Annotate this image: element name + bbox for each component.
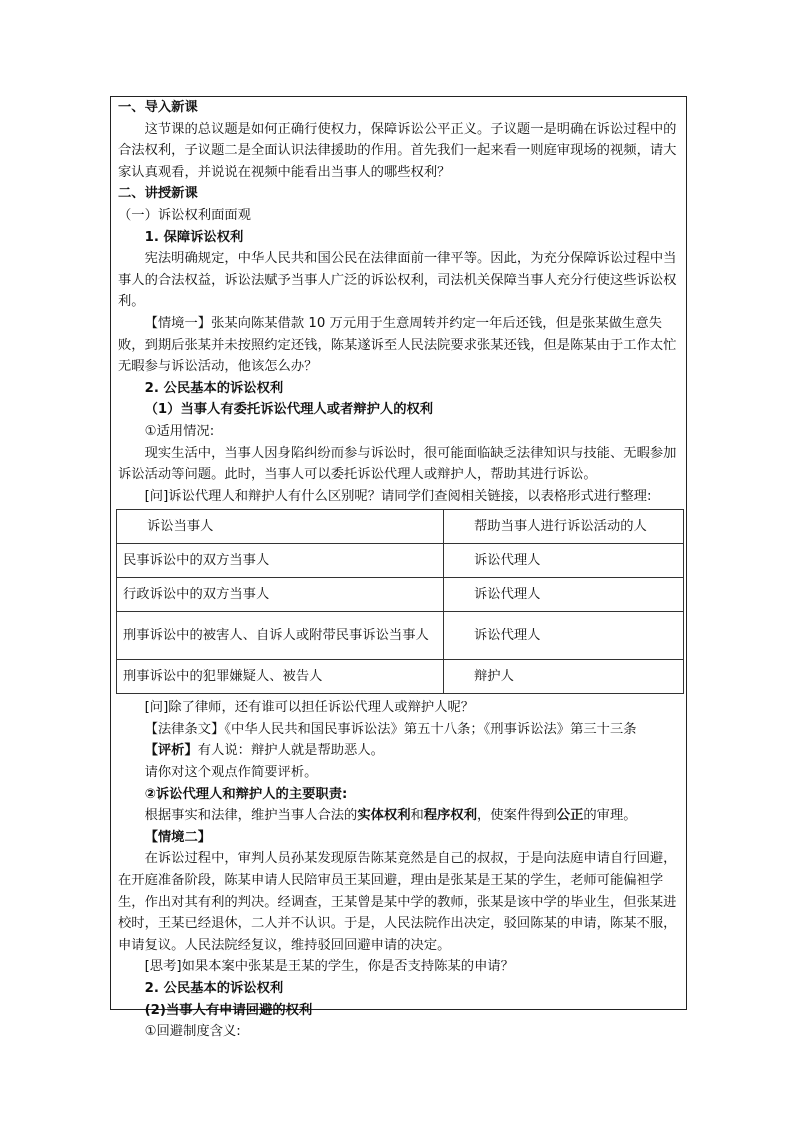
table-header-cell: 帮助当事人进行诉讼活动的人 <box>444 510 684 544</box>
table-cell: 行政诉讼中的双方当事人 <box>117 578 444 612</box>
table-cell: 诉讼代理人 <box>444 544 684 578</box>
subheading-duties: ②诉讼代理人和辩护人的主要职责: <box>144 786 348 802</box>
section-heading-intro: 一、导入新课 <box>118 100 198 115</box>
paragraph-duties <box>118 805 682 827</box>
duties-text-4: 的审理。 <box>583 808 637 824</box>
table-cell: 诉讼代理人 <box>444 612 684 660</box>
duties-text-2: 和 <box>410 808 424 824</box>
subheading-rights-overview: （一）诉讼权利面面观 <box>118 207 251 223</box>
table-cell: 刑事诉讼中的被害人、自诉人或附带民事诉讼当事人 <box>117 612 444 660</box>
table-cell: 民事诉讼中的双方当事人 <box>117 544 444 578</box>
label-recusal-meaning: ①回避制度含义: <box>144 1024 241 1040</box>
table-row <box>117 612 684 660</box>
table-cell: 诉讼代理人 <box>444 578 684 612</box>
section-heading-teaching: 二、讲授新课 <box>118 186 198 202</box>
duties-substantive: 实体权利 <box>357 808 411 824</box>
comparison-table <box>116 509 684 694</box>
table-cell: 刑事诉讼中的犯罪嫌疑人、被告人 <box>117 660 444 694</box>
paragraph-scenario-one: 【情境一】张某向陈某借款 10 万元用于生意周转并约定一年后还钱，但是张某做生意失败，到期后张某并未按照约定还钱，陈某遂诉至人民法院要求张某还钱，但是陈某由于工作太忙无暇参与诉讼活动，他该怎么办？ <box>118 315 677 375</box>
table-cell: 辩护人 <box>444 660 684 694</box>
subheading-protect-rights: 1. 保障诉讼权利 <box>144 229 244 245</box>
subheading-basic-rights: 2. 公民基本的诉讼权利 <box>144 380 284 396</box>
duties-text-3: ，使案件得到 <box>477 808 557 824</box>
comment-label: 【评析】 <box>144 743 198 759</box>
label-applicable-situation: ①适用情况: <box>144 423 215 439</box>
paragraph-intro: 这节课的总议题是如何正确行使权力，保障诉讼公平正义。子议题一是明确在诉讼过程中的合法权利，子议题二是全面认识法律援助的作用。首先我们一起来看一则庭审现场的视频，请大家认真观看，并说说在视频中能看出当事人的哪些权利？ <box>118 121 677 180</box>
comment-text: 有人说：辩护人就是帮助恶人。 <box>197 743 384 759</box>
paragraph-question-difference: [问]诉讼代理人和辩护人有什么区别呢？请同学们查阅相关链接，以表格形式进行整理: <box>144 488 652 504</box>
table-row <box>117 544 684 578</box>
duties-text-1: 根据事实和法律，维护当事人合法的 <box>144 808 358 824</box>
duties-procedural: 程序权利 <box>423 808 478 824</box>
subheading-right-to-agent: （1）当事人有委托诉讼代理人或者辩护人的权利 <box>144 402 434 418</box>
paragraph-think: [思考]如果本案中张某是王某的学生，你是否支持陈某的申请？ <box>144 959 514 975</box>
table-header-row <box>117 510 684 544</box>
table-header-cell: 诉讼当事人 <box>117 510 444 544</box>
paragraph-evaluate: 请你对这个观点作简要评析。 <box>144 765 318 781</box>
table-row <box>117 660 684 694</box>
duties-fair: 公正 <box>556 808 584 824</box>
lesson-content <box>118 97 682 1043</box>
paragraph-question-who: [问]除了律师，还有谁可以担任诉讼代理人或辩护人呢？ <box>144 700 475 716</box>
paragraph-law-articles: 【法律条文】《中华人民共和国民事诉讼法》第五十八条；《刑事诉讼法》第三十三条 <box>144 721 637 737</box>
subheading-basic-rights-2: 2. 公民基本的诉讼权利 <box>144 981 284 996</box>
subheading-right-to-recusal: (2)当事人有申请回避的权利 <box>144 1002 313 1018</box>
paragraph-comment <box>118 740 682 762</box>
table-row <box>117 578 684 612</box>
paragraph-reality: 现实生活中，当事人因身陷纠纷而参与诉讼时，很可能面临缺乏法律知识与技能、无暇参加诉讼活动等问题。此时，当事人可以委托诉讼代理人或辩护人，帮助其进行诉讼。 <box>118 445 677 483</box>
paragraph-constitution: 宪法明确规定，中华人民共和国公民在法律面前一律平等。因此，为充分保障诉讼过程中当事人的合法权益，诉讼法赋予当事人广泛的诉讼权利，司法机关保障当事人充分行使这些诉讼权利。 <box>118 251 677 310</box>
paragraph-scenario-two: 在诉讼过程中，审判人员孙某发现原告陈某竟然是自己的叔叔，于是向法庭申请自行回避，在开庭准备阶段，陈某申请人民陪审员王某回避，理由是张某是王某的学生，老师可能偏袒学生，作出对其有利的判决。经调查，王某曾是某中学的教师，张某是该中学的毕业生，但张某进校时，王某已经退休，二人并不认识。于是，人民法院作出决定，驳回陈某的申请，陈某不服，申请复议。人民法院经复议，维持驳回回避申请的决定。 <box>118 851 677 953</box>
subheading-scenario-two: 【情境二】 <box>144 829 212 845</box>
